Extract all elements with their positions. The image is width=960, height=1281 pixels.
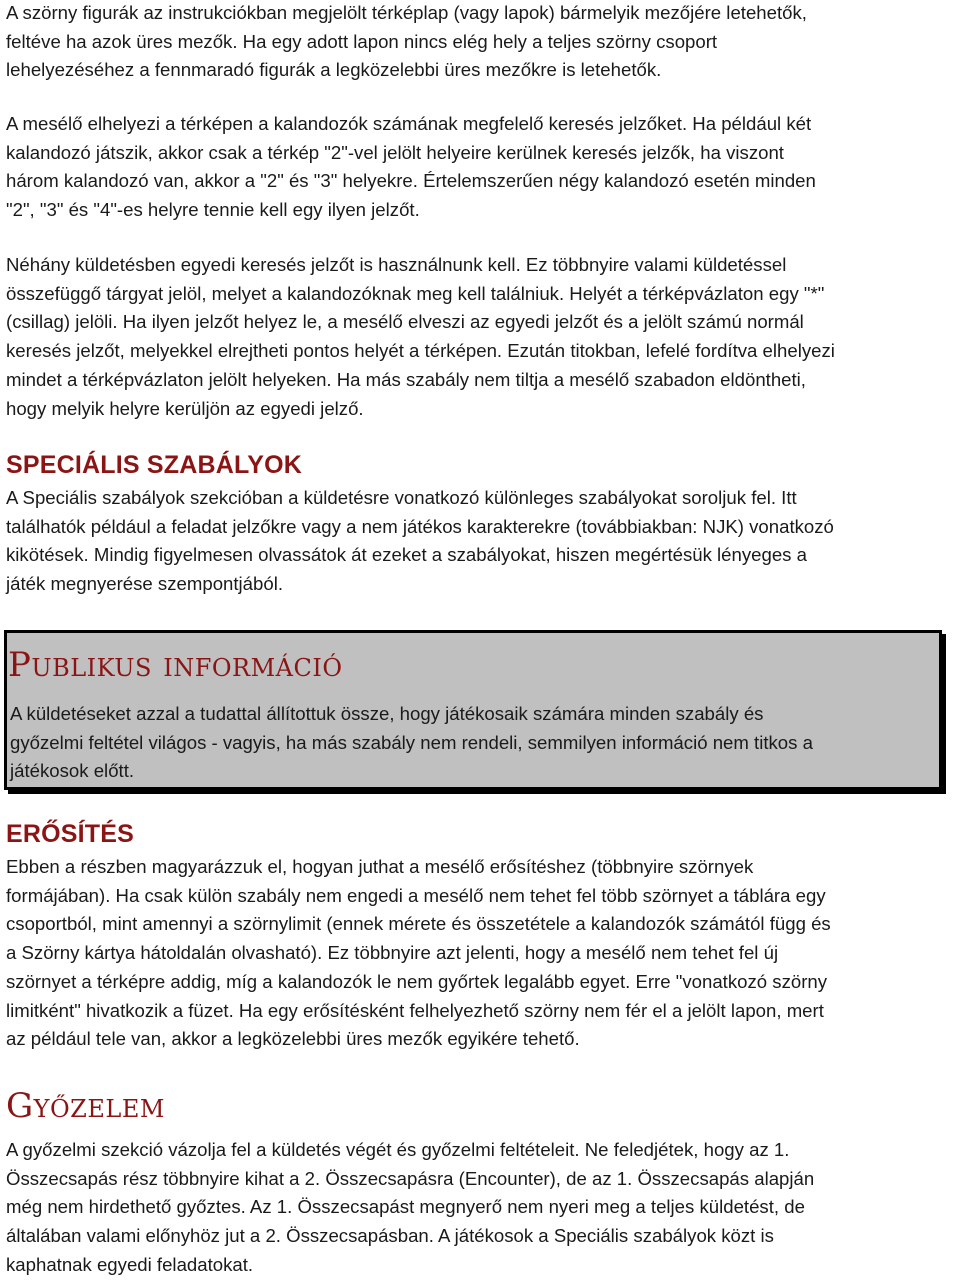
search-tokens-paragraph	[6, 110, 816, 225]
unique-tokens-paragraph	[6, 251, 835, 423]
text-line: még nem hirdethető győztes. Az 1. Összecsapást megnyerő nem nyeri meg a teljes küldetést, de	[6, 1196, 805, 1218]
text-line: keresés jelzőt, melyekkel elrejtheti pontos helyét a térképen. Ezután titokban, lefelé fordítva elhelyezi	[6, 340, 835, 362]
text-line: "2", "3" és "4"-es helyre tennie kell egy ilyen jelzőt.	[6, 199, 420, 221]
text-line: kaphatnak egyedi feladatokat.	[6, 1253, 254, 1275]
text-line: feltéve ha azok üres mezők. Ha egy adott lapon nincs elég hely a teljes szörny csoport	[6, 30, 718, 52]
text-line: A mesélő elhelyezi a térképen a kalandozók számának megfelelő keresés jelzőket. Ha például két	[6, 113, 812, 134]
text-line: lehelyezéséhez a fennmaradó figurák a legközelebbi üres mezőkre is letehetők.	[6, 59, 662, 81]
text-line: összefüggő tárgyat jelöl, melyet a kalandozóknak meg kell találniuk. Helyét a térképvázlaton egy "*"	[6, 282, 825, 304]
reinforcement-paragraph	[6, 853, 831, 1054]
text-line: limitként" hivatkozik a füzet. Ha egy erősítésként felhelyezhető szörny nem fér el a jelölt lapon, mert	[6, 999, 824, 1021]
intro-paragraph	[6, 0, 807, 85]
text-line: játék megnyerése szempontjából.	[6, 573, 283, 595]
text-line: A Speciális szabályok szekcióban a küldetésre vonatkozó különleges szabályokat soroljuk fel. Itt	[6, 487, 797, 508]
text-line: általában valami előnyhöz jut a 2. Összecsapásban. A játékosok a Speciális szabályok közt is	[6, 1225, 774, 1247]
text-line: A győzelmi szekció vázolja fel a küldetés végét és győzelmi feltételeit. Ne feledjétek, hogy az 1.	[6, 1139, 790, 1160]
text-line: A küldetéseket azzal a tudattal állítottuk össze, hogy játékosaik számára minden szabály és	[10, 703, 764, 724]
reinforcement-heading: ERŐSÍTÉS	[6, 820, 135, 848]
text-line: kalandozó játszik, akkor csak a térkép "2"-vel jelölt helyeire kerülnek keresés jelzők, ha viszont	[6, 141, 784, 163]
text-line: győzelmi feltétel világos - vagyis, ha más szabály nem rendeli, semmilyen információ nem titkos a	[10, 731, 813, 753]
text-line: három kalandozó van, akkor a "2" és "3" helyekre. Értelemszerűen négy kalandozó esetén minden	[6, 170, 816, 192]
text-line: az például tele van, akkor a legközelebbi üres mezők egyikére tehető.	[6, 1028, 580, 1050]
text-line: mindet a térképvázlaton jelölt helyeken. Ha más szabály nem tiltja a mesélő szabadon eldöntheti,	[6, 368, 806, 390]
text-line: Ebben a részben magyarázzuk el, hogyan juthat a mesélő erősítéshez (többnyire szörnyek	[6, 856, 754, 877]
victory-paragraph	[6, 1136, 814, 1280]
text-line: kikötések. Mindig figyelmesen olvassátok át ezeket a szabályokat, hiszen megértésük lényeges a	[6, 544, 807, 566]
text-line: A szörny figurák az instrukciókban megjelölt térképlap (vagy lapok) bármelyik mezőjére letehetők,	[6, 2, 807, 23]
special-rules-heading: SPECIÁLIS SZABÁLYOK	[6, 451, 302, 479]
text-line: szörnyet a térképre addig, míg a kalandozók le nem győrtek legalább egyet. Erre "vonatkozó szörny	[6, 970, 828, 992]
text-line: Összecsapás rész többnyire kihat a 2. Összecsapásra (Encounter), de az 1. Összecsapás alapján	[6, 1167, 815, 1189]
text-line: formájában). Ha csak külön szabály nem engedi a mesélő nem tehet fel több szörnyet a táblára egy	[6, 884, 826, 906]
text-line: Néhány küldetésben egyedi keresés jelzőt is használnunk kell. Ez többnyire valami küldetéssel	[6, 254, 787, 275]
text-line: csoportból, mint amennyi a szörnylimit (ennek mérete és összetétele a kalandozók számától függ és	[6, 913, 831, 935]
public-info-paragraph	[10, 700, 813, 786]
public-info-box	[4, 630, 942, 790]
victory-heading: Győzelem	[6, 1086, 165, 1126]
text-line: találhatók például a feladat jelzőkre vagy a nem játékos karakterekre (továbbiakban: NJK) vonatkozó	[6, 515, 834, 537]
text-line: játékosok előtt.	[10, 760, 135, 782]
text-line: (csillag) jelöli. Ha ilyen jelzőt helyez le, a mesélő elveszi az egyedi jelzőt és a jelölt számú normál	[6, 311, 804, 333]
special-rules-paragraph	[6, 484, 834, 599]
public-info-heading: Publikus információ	[8, 645, 343, 685]
text-line: a Szörny kártya hátoldalán olvasható). Ez többnyire azt jelenti, hogy a mesélő nem tehet fel új	[6, 942, 779, 964]
text-line: hogy melyik helyre kerüljön az egyedi jelző.	[6, 397, 364, 419]
